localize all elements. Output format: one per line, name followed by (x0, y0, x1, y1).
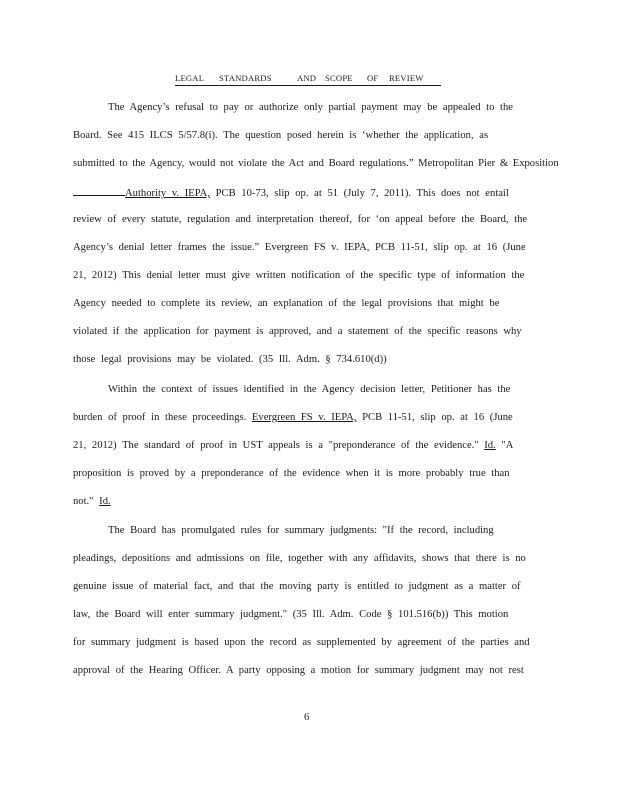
case-name-evergreen: Evergreen FS v. IEPA, (251, 412, 357, 423)
p2-line-1: Within the context of issues identified in the Agency decision letter, Petitioner has the (108, 384, 511, 395)
p3-line-3: genuine issue of material fact, and that the moving party is entitled to judgment as a matter of (73, 581, 521, 592)
p1-line-2: Board. See 415 ILCS 5/57.8(i). The question posed herein is ‘whether the application, as (73, 130, 489, 141)
p2-line-5-a: not." (73, 496, 100, 507)
p2-line-3-a: 21, 2012) The standard of proof in UST appeals is a "preponderance of the evidence." (73, 440, 485, 451)
p1-line-8: Agency needed to complete its review, an explanation of the legal provisions that might be (73, 298, 500, 309)
p3-line-5: for summary judgment is based upon the record as supplemented by agreement of the parties and (73, 637, 530, 648)
p2-line-3 (73, 439, 513, 453)
p2-line-5 (73, 495, 111, 509)
citation-id-2: Id. (99, 496, 111, 507)
p2-line-3-b: "A (495, 440, 514, 451)
case-underline-lead (73, 185, 125, 196)
heading-word-legal: LEGAL (175, 73, 205, 83)
heading-word-of: OF (367, 73, 379, 83)
heading-word-review: REVIEW (389, 73, 424, 83)
p3-line-2: pleadings, depositions and admissions on file, together with any affidavits, shows that there is no (73, 553, 526, 564)
citation-id-1: Id. (484, 440, 496, 451)
p2-line-2-a: burden of proof in these proceedings. (73, 412, 252, 423)
p3-line-6: approval of the Hearing Officer. A party opposing a motion for summary judgment may not rest (73, 665, 524, 676)
p1-line-4 (73, 185, 509, 201)
case-name-metropolitan: Authority v. IEPA, (125, 188, 210, 199)
p1-line-1: The Agency’s refusal to pay or authorize only partial payment may be appealed to the (108, 102, 514, 113)
p1-line-10: those legal provisions may be violated. (35 Ill. Adm. § 734.610(d)) (73, 354, 387, 365)
p3-line-4: law, the Board will enter summary judgment." (35 Ill. Adm. Code § 101.516(b)) This motion (73, 609, 509, 620)
heading-word-and: AND (297, 73, 317, 83)
p3-line-1: The Board has promulgated rules for summary judgments: "If the record, including (108, 525, 494, 536)
heading-word-scope: SCOPE (325, 73, 353, 83)
section-heading (175, 72, 441, 86)
p1-line-3: submitted to the Agency, would not violate the Act and Board regulations.” Metropolitan Pier & Exposition (73, 158, 559, 169)
p1-line-6: Agency’s denial letter frames the issue.” Evergreen FS v. IEPA, PCB 11-51, slip op. at 16 (June (73, 242, 526, 253)
p2-line-2 (73, 411, 513, 425)
p2-line-4: proposition is proved by a preponderance of the evidence when it is more probably true than (73, 468, 510, 479)
p1-line-7: 21, 2012) This denial letter must give written notification of the specific type of information the (73, 270, 525, 281)
p2-line-2-b: PCB 11-51, slip op. at 16 (June (356, 412, 513, 423)
page-number: 6 (304, 712, 310, 723)
heading-word-standards: STANDARDS (219, 73, 272, 83)
p1-line-4-rest: PCB 10-73, slip op. at 51 (July 7, 2011). This does not entail (209, 188, 509, 199)
p1-line-9: violated if the application for payment is approved, and a statement of the specific reasons why (73, 326, 522, 337)
p1-line-5: review of every statute, regulation and interpretation thereof, for ‘on appeal before the Board, the (73, 214, 528, 225)
